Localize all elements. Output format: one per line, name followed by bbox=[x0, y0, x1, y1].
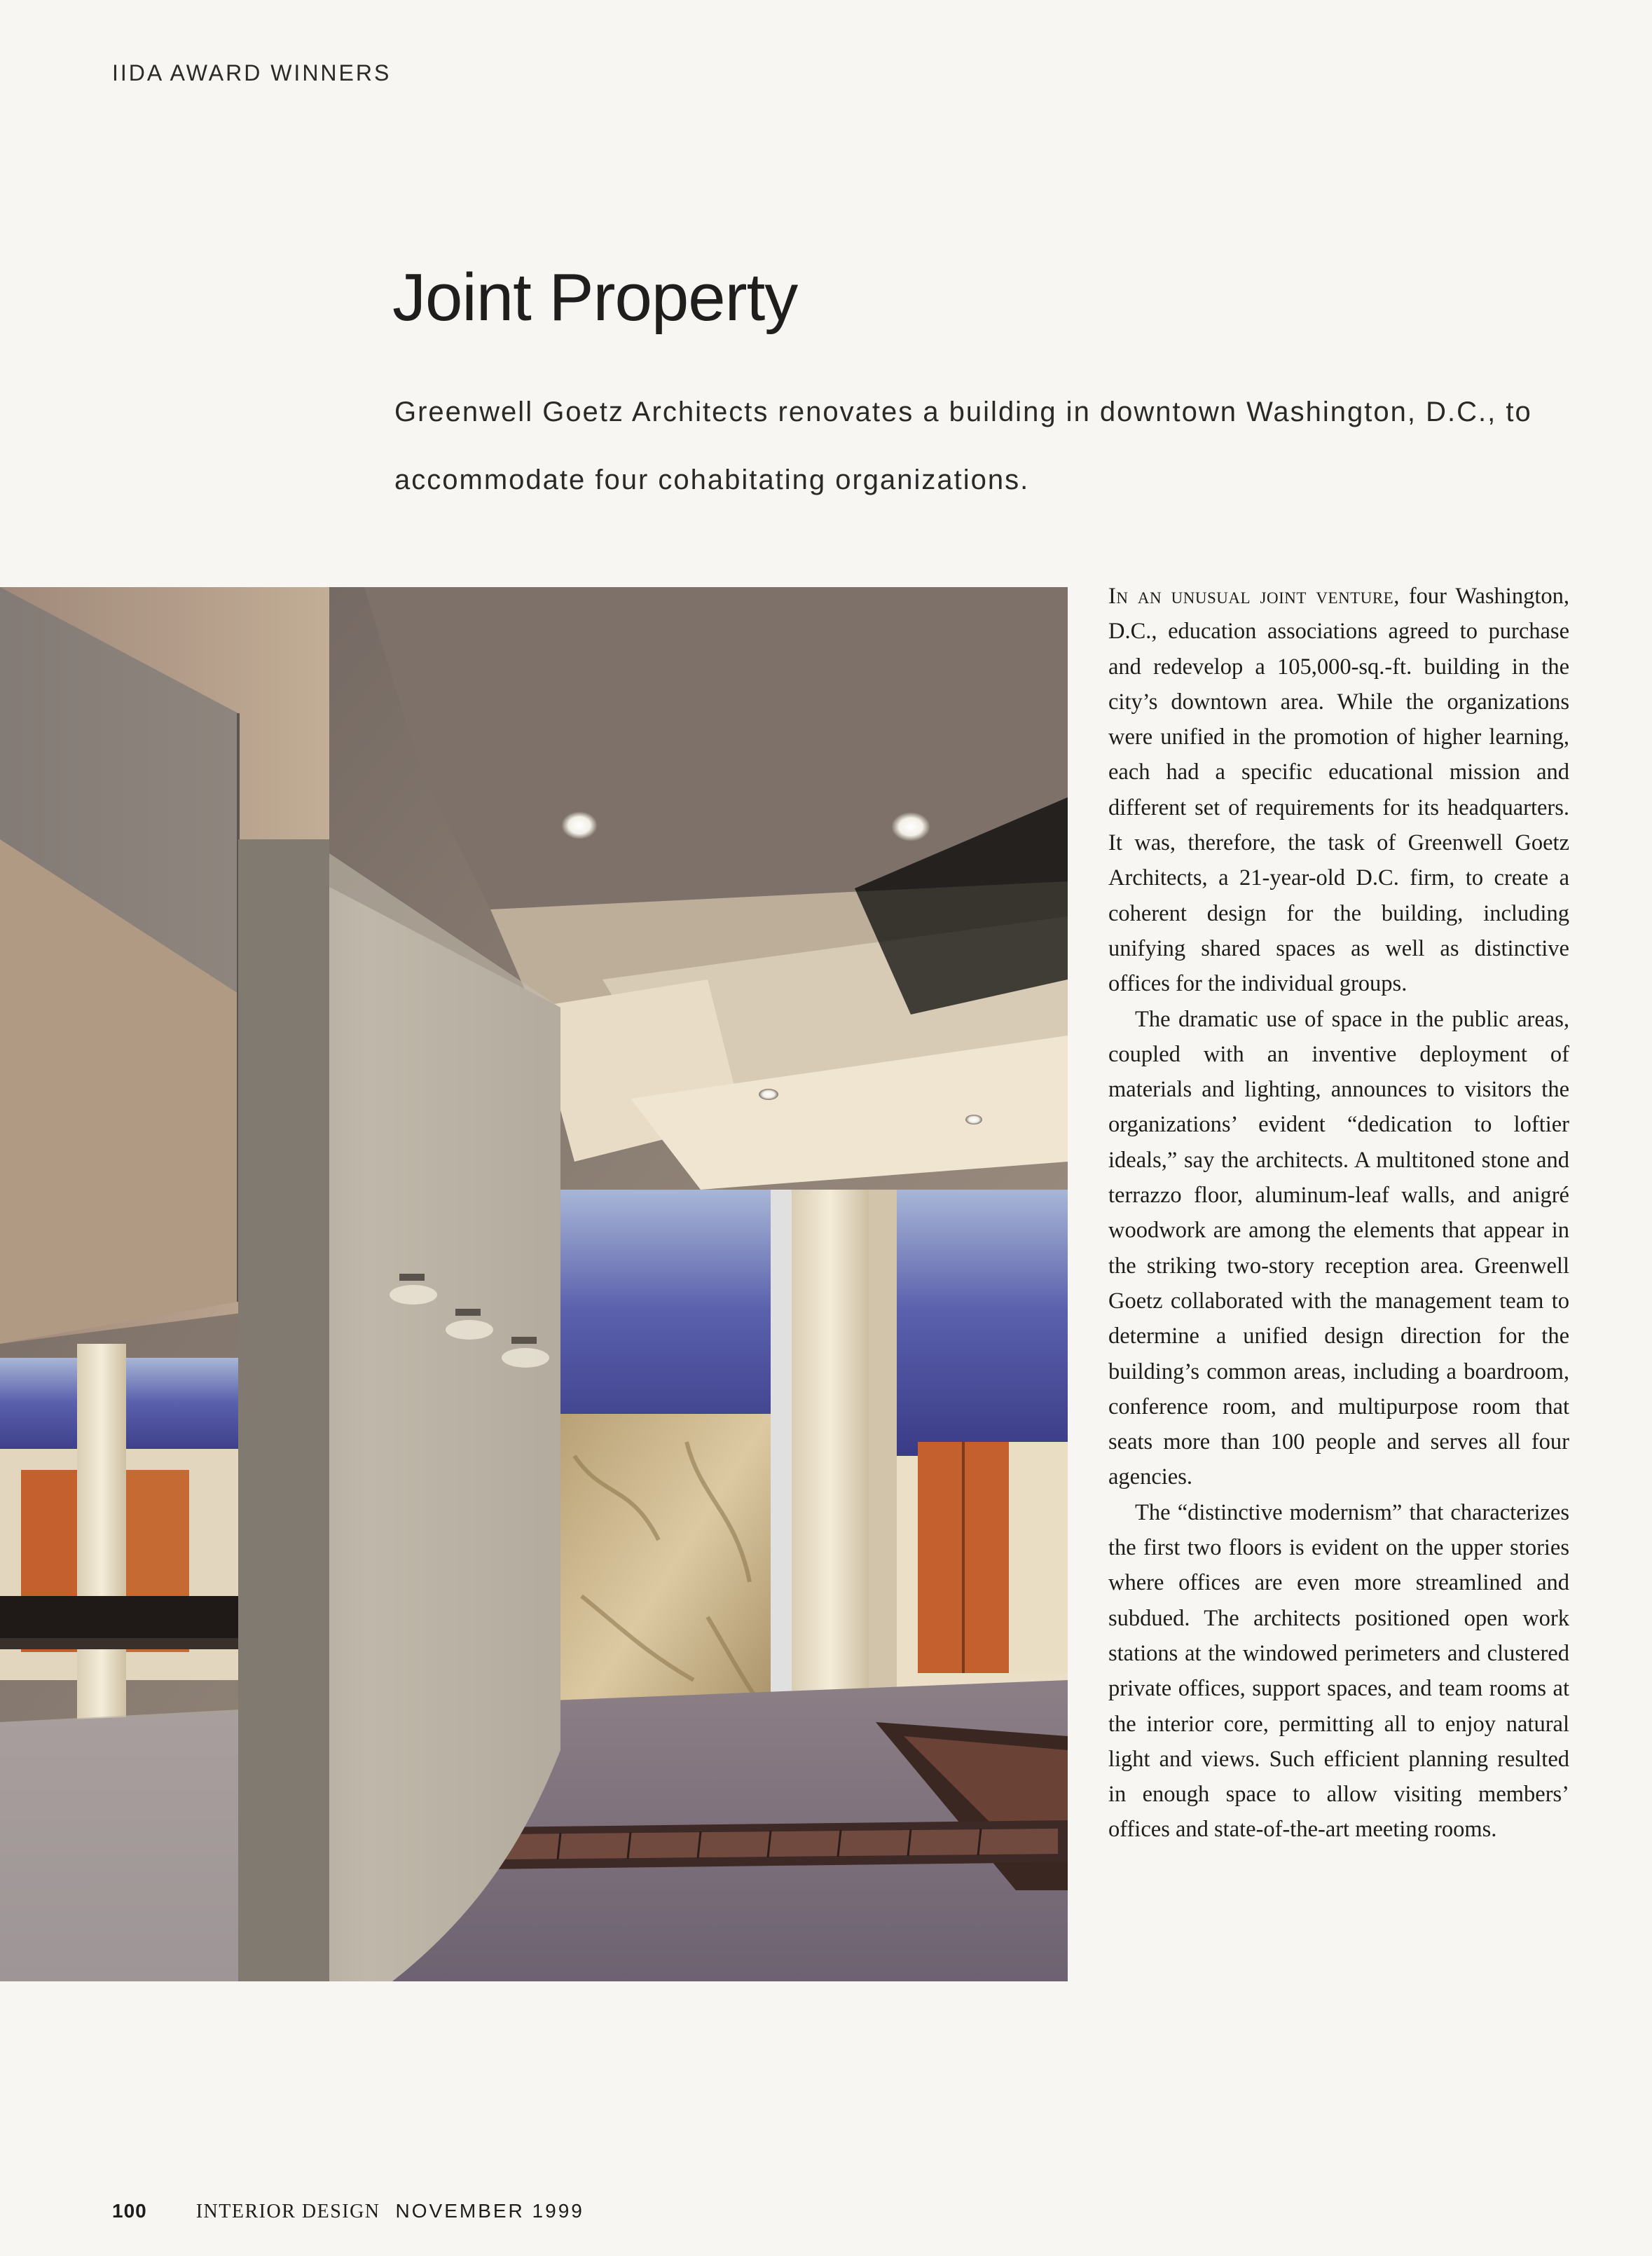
article-deck: Greenwell Goetz Architects renovates a building in downtown Washington, D.C., to accommodate four cohabitating organizations. bbox=[394, 397, 1532, 495]
article-title: Joint Property bbox=[392, 260, 798, 335]
lead-in: In an unusual joint venture, bbox=[1108, 584, 1400, 609]
magazine-name: INTERIOR DESIGN bbox=[195, 2201, 380, 2222]
page-number: 100 bbox=[112, 2200, 147, 2222]
body-paragraph-1 bbox=[1108, 579, 1569, 1002]
body-paragraph-2: The dramatic use of space in the public areas, coupled with an inventive deployment of materials and lighting, announces to visitors the organizations’ evident “dedication to loftier ideals,” say the architects. A multitoned stone and terrazzo floor, aluminum-leaf walls, and anigré woodwork are among the elements that appear in the striking two-story reception area. Greenwell Goetz collaborated with the management team to determine a unified design direction for the building’s common areas, including a boardroom, conference room, and multipurpose room that seats more than 100 people and serves all four agencies. bbox=[1108, 1006, 1569, 1490]
article-body bbox=[1108, 579, 1569, 1848]
section-label: IIDA AWARD WINNERS bbox=[112, 60, 392, 85]
paragraph-1-text: four Washington, D.C., education associations agreed to purchase and redevelop a 105,000-sq.-ft. building in the city’s downtown area. While the organizations were unified in the promotion of higher learning, each had a specific educational mission and different set of requirements for its headquarters. It was, therefore, the task of Greenwell Goetz Architects, a 21-year-old D.C. firm, to create a coherent design for the building, including unifying shared spaces as well as distinctive offices for the individual groups. bbox=[1108, 584, 1569, 997]
body-paragraph-3: The “distinctive modernism” that characterizes the first two floors is evident on the upper stories where offices are even more streamlined and subdued. The architects positioned open work stations at the windowed perimeters and clustered private offices, support spaces, and team rooms at the interior core, permitting all to enjoy natural light and views. Such efficient planning resulted in enough space to allow visiting members’ offices and state-of-the-art meeting rooms. bbox=[1108, 1499, 1569, 1843]
reception-area-photo bbox=[0, 587, 1068, 1981]
page-footer bbox=[112, 2200, 584, 2223]
issue-date: NOVEMBER 1999 bbox=[395, 2200, 584, 2222]
